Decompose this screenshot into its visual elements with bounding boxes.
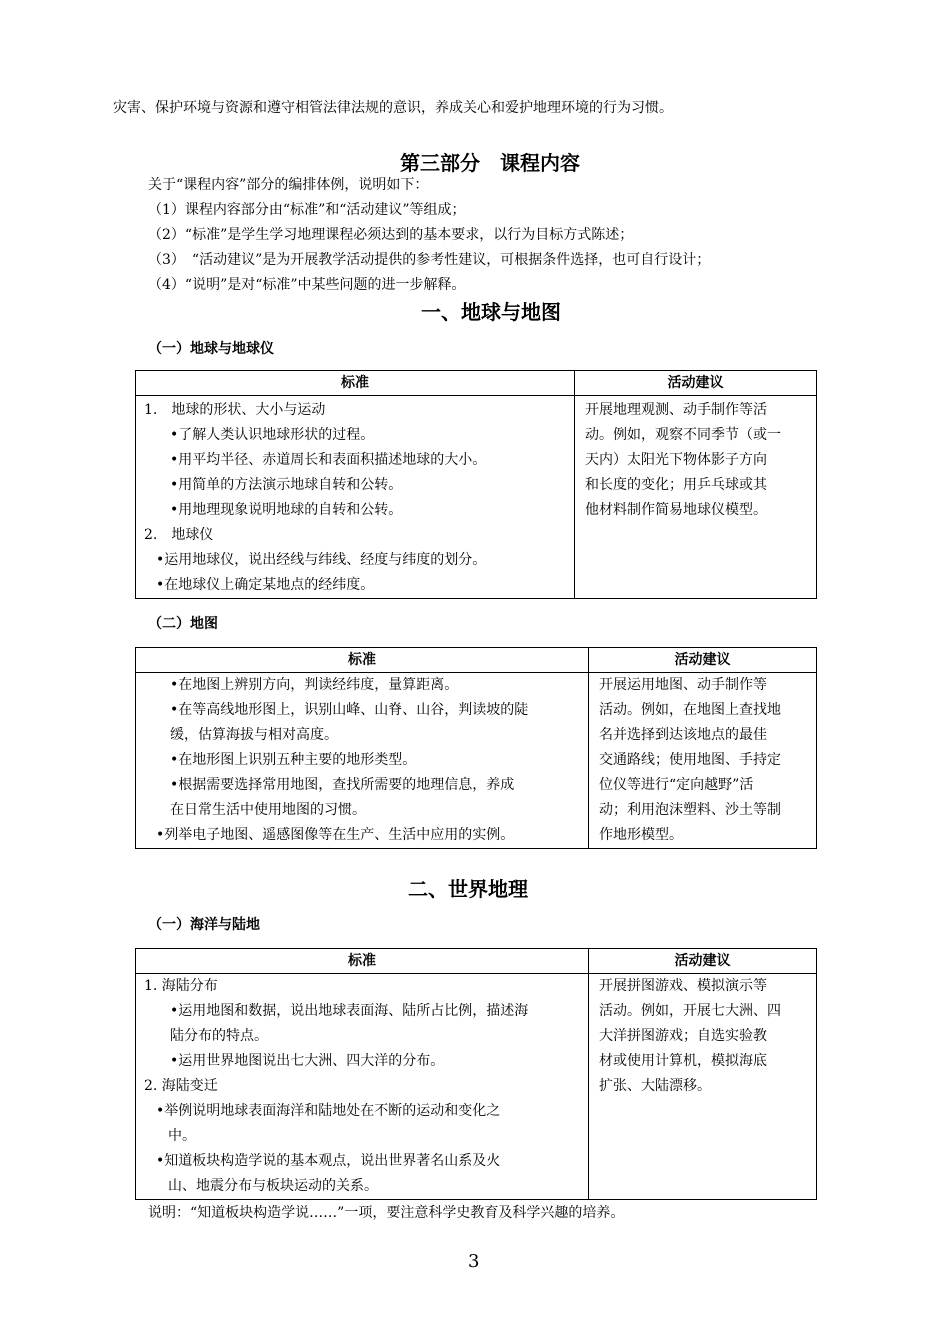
standard-line: •用地理现象说明地球的自转和公转。 — [170, 502, 403, 518]
page-number: 3 — [468, 1251, 480, 1272]
activity-cell — [575, 396, 816, 523]
standard-line: •在地形图上识别五种主要的地形类型。 — [170, 752, 417, 768]
activity-line: 开展运用地图、动手制作等 — [599, 677, 767, 693]
standard-line: •用简单的方法演示地球自转和公转。 — [170, 477, 403, 493]
standard-line: •在地图上辨别方向，判读经纬度，量算距离。 — [170, 677, 459, 693]
standard-line: 1. 海陆分布 — [144, 978, 218, 994]
section2-title: 二、世界地理 — [408, 877, 528, 901]
activity-line: 名并选择到达该地点的最佳 — [599, 727, 767, 743]
activity-line: 和长度的变化；用乒乓球或其 — [585, 477, 767, 493]
standard-cell — [136, 673, 588, 848]
activity-line: 开展地理观测、动手制作等活 — [585, 402, 767, 418]
subsection-title: （一）海洋与陆地 — [148, 917, 260, 933]
col-activity-header: 活动建议 — [589, 648, 817, 673]
subsection-title: （二）地图 — [148, 616, 218, 632]
standard-cell — [136, 974, 588, 1199]
activity-line: 材或使用计算机，模拟海底 — [599, 1053, 767, 1069]
activity-line: 位仪等进行“定向越野”活 — [599, 777, 754, 793]
activity-cell — [589, 974, 816, 1099]
notes-item: （4）“说明”是对“标准”中某些问题的进一步解释。 — [148, 277, 466, 293]
col-standard-header: 标准 — [136, 371, 575, 396]
activity-line: 活动。例如，开展七大洲、四 — [599, 1003, 781, 1019]
standard-line: •运用世界地图说出七大洲、四大洋的分布。 — [170, 1053, 445, 1069]
section1-title: 一、地球与地图 — [421, 300, 561, 324]
activity-line: 大洋拼图游戏；自选实验教 — [599, 1028, 767, 1044]
standard-line: •用平均半径、赤道周长和表面积描述地球的大小。 — [170, 452, 487, 468]
activity-line: 交通路线；使用地图、手持定 — [599, 752, 781, 768]
notes-item: （2）“标准”是学生学习地理课程必须达到的基本要求，以行为目标方式陈述； — [148, 227, 634, 243]
col-activity-header: 活动建议 — [575, 371, 817, 396]
standard-line: •运用地图和数据，说出地球表面海、陆所占比例，描述海 — [170, 1003, 529, 1019]
standards-table-maps — [135, 647, 817, 849]
activity-line: 动。例如，观察不同季节（或一 — [585, 427, 781, 443]
col-standard-header: 标准 — [136, 648, 589, 673]
standard-line: •运用地球仪，说出经线与纬线、经度与纬度的划分。 — [156, 552, 487, 568]
standard-line: •在地球仪上确定某地点的经纬度。 — [156, 577, 375, 593]
part-title: 第三部分 课程内容 — [400, 151, 580, 175]
standard-line: 2. 海陆变迁 — [144, 1078, 218, 1094]
subsection-title: （一）地球与地球仪 — [148, 341, 274, 357]
standard-line: •知道板块构造学说的基本观点，说出世界著名山系及火 — [156, 1153, 501, 1169]
standard-line: 中。 — [168, 1128, 196, 1144]
activity-line: 活动。例如，在地图上查找地 — [599, 702, 781, 718]
activity-line: 扩张、大陆漂移。 — [599, 1078, 711, 1094]
notes-item: （1）课程内容部分由“标准”和“活动建议”等组成； — [148, 202, 466, 218]
standards-table-earth-globe — [135, 370, 817, 599]
intro-line: 灾害、保护环境与资源和遵守相管法律法规的意识，养成关心和爱护地理环境的行为习惯。 — [113, 100, 673, 116]
standard-line: 在日常生活中使用地图的习惯。 — [170, 802, 366, 818]
standard-line: •根据需要选择常用地图，查找所需要的地理信息，养成 — [170, 777, 515, 793]
standard-line: 1. 地球的形状、大小与运动 — [144, 402, 326, 418]
standard-line: 缓，估算海拔与相对高度。 — [170, 727, 338, 743]
standard-line: 陆分布的特点。 — [170, 1028, 268, 1044]
activity-cell — [589, 673, 816, 848]
activity-line: 他材料制作简易地球仪模型。 — [585, 502, 767, 518]
standard-line: 山、地震分布与板块运动的关系。 — [168, 1178, 378, 1194]
col-activity-header: 活动建议 — [589, 949, 817, 974]
activity-line: 作地形模型。 — [599, 827, 683, 843]
table-note: 说明：“知道板块构造学说……”一项，要注意科学史教育及科学兴趣的培养。 — [148, 1205, 625, 1221]
activity-line: 开展拼图游戏、模拟演示等 — [599, 978, 767, 994]
notes-lead: 关于“课程内容”部分的编排体例，说明如下： — [148, 177, 429, 193]
standard-line: •了解人类认识地球形状的过程。 — [170, 427, 375, 443]
activity-line: 动；利用泡沫塑料、沙土等制 — [599, 802, 781, 818]
standard-line: 2. 地球仪 — [144, 527, 214, 543]
standard-line: •举例说明地球表面海洋和陆地处在不断的运动和变化之 — [156, 1103, 501, 1119]
notes-item: （3） “活动建议”是为开展教学活动提供的参考性建议，可根据条件选择，也可自行设计； — [148, 252, 711, 268]
standard-line: •列举电子地图、遥感图像等在生产、生活中应用的实例。 — [156, 827, 515, 843]
activity-line: 天内）太阳光下物体影子方向 — [585, 452, 767, 468]
standard-cell — [136, 396, 574, 598]
col-standard-header: 标准 — [136, 949, 589, 974]
standard-line: •在等高线地形图上，识别山峰、山脊、山谷，判读坡的陡 — [170, 702, 529, 718]
standards-table-ocean-land — [135, 948, 817, 1200]
